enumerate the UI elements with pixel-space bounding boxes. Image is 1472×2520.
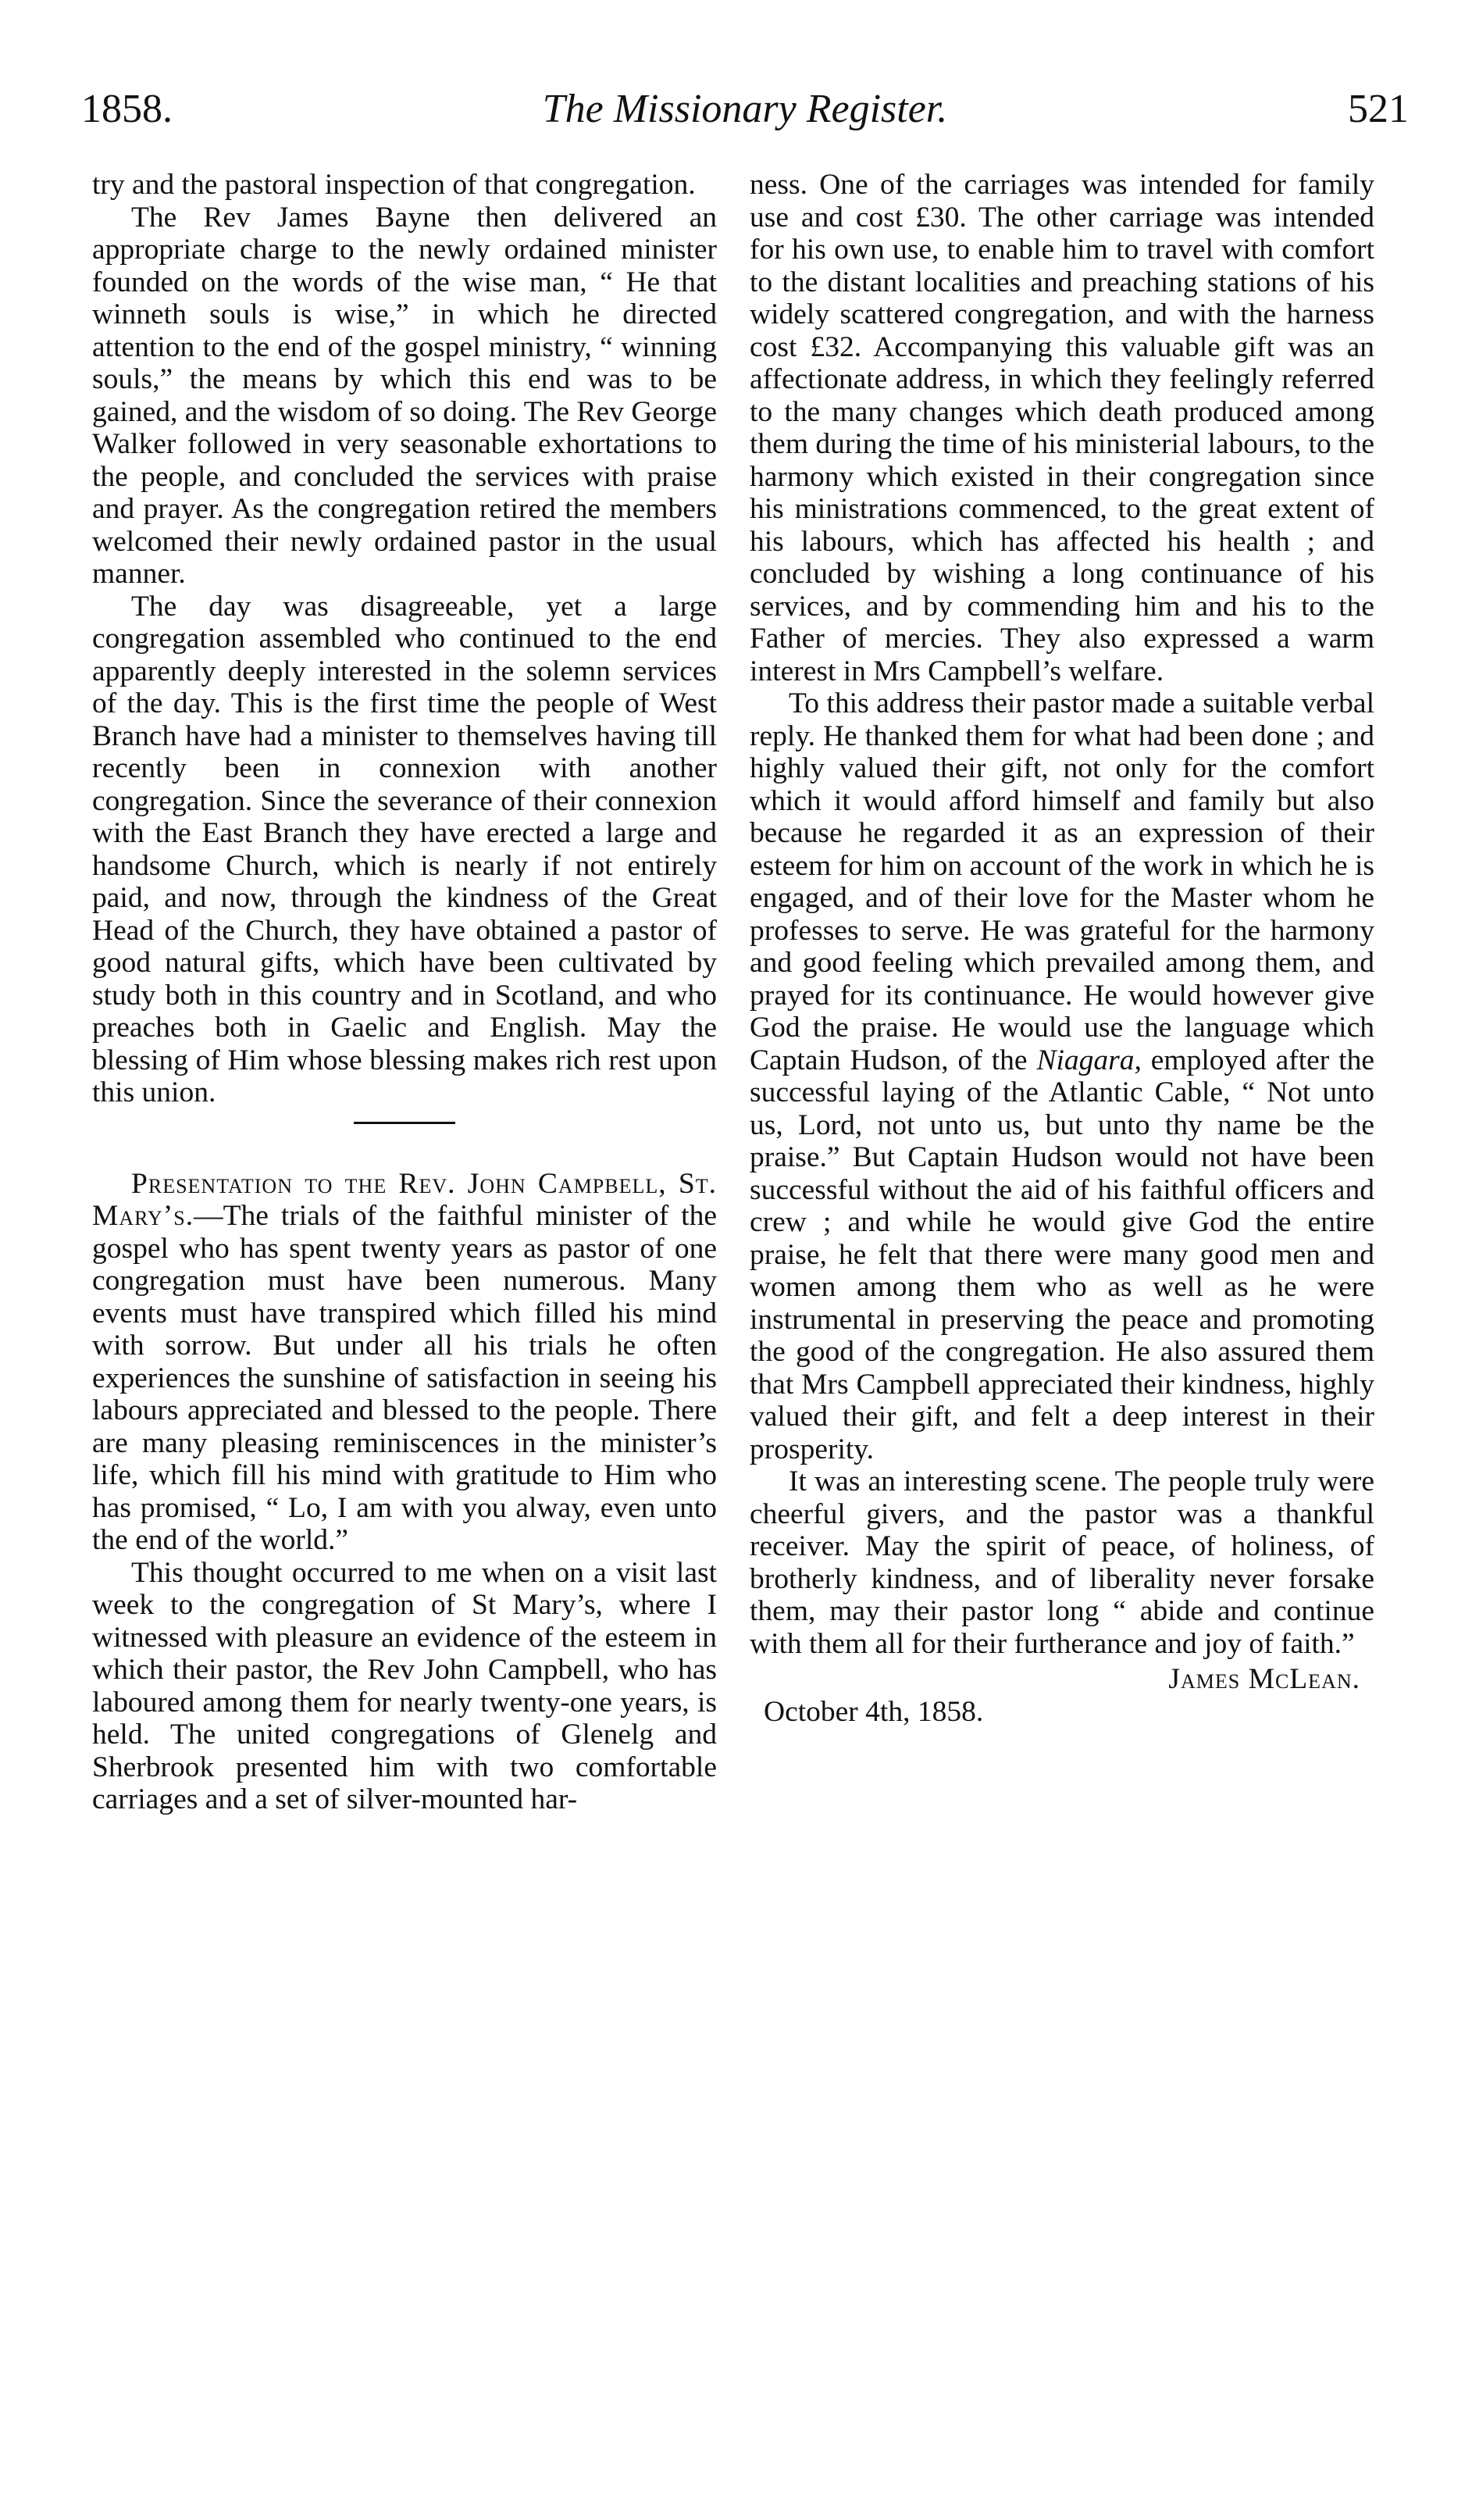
dateline: October 4th, 1858. [764,1695,984,1728]
left-column [92,169,717,1816]
right-paragraph-1: ness. One of the carriages was intended for family use and cost £30. The other carriage was intended for his own use, to enable him to travel with comfort to the distant localities and preaching stations of his widely scattered congregation, and with the harness cost £32. Accompanying this valuable gift was an affectionate address, in which they feelingly referred to the many changes which death produced among them during the time of his ministerial labours, to the harmony which existed in their congregation since his ministrations commenced, to the great extent of his labours, which has affected his health ; and concluded by wishing a long continuance of his services, and by commending him and his to the Father of mercies. They also expressed a warm interest in Mrs Campbell’s welfare. [750,169,1374,687]
reply-text-end: employed after the successful laying of the Atlantic Cable, “ Not unto us, Lord, not unto us, but unto thy name be the praise.” But Captain Hudson would not have been successful without the aid of his faithful officers and crew ; and while he would give God the entire praise, he felt that there were many good men and women among them who as well as he were instrumental in preserving the peace and promoting the good of the congregation. He also assured them that Mrs Campbell appreciated their kindness, highly valued their gift, and felt a deep interest in their prosperity. [750,1044,1374,1465]
left-paragraph-1: try and the pastoral inspection of that congregation. [92,169,696,201]
right-paragraph-3: It was an interesting scene. The people truly were cheerful givers, and the pastor was a thankful receiver. May the spirit of peace, of holiness, of brotherly kindness, and of liberality never forsake them, may their pastor long “ abide and continue with them all for their furtherance and joy of faith.” [750,1465,1374,1660]
article-heading: Presentation to the Rev. John Campbell, St. Mary’s. [92,1167,717,1232]
left-paragraph-3: The day was disagreeable, yet a large congregation assembled who continued to the end apparently deeply interested in the solemn services of the day. This is the first time the people of West Branch have had a minister to themselves having till recently been in connexion with another congregation. Since the severance of their connexion with the East Branch they have erected a large and handsome Church, which is nearly if not entirely paid, and now, through the kindness of the Great Head of the Church, they have obtained a pastor of good natural gifts, which have been cultivated by study both in this country and in Scotland, and who preaches both in Gaelic and English. May the blessing of Him whose blessing makes rich rest upon this union. [92,590,717,1108]
right-column [750,169,1374,1728]
left-paragraph-4 [92,1168,717,1557]
header-journal-title: The Missionary Register. [542,87,948,131]
running-header [81,86,1409,148]
right-paragraph-2 [750,687,1374,1465]
ship-name: Niagara, [1036,1044,1142,1076]
left-paragraph-2: The Rev James Bayne then delivered an appropriate charge to the newly ordained minister founded on the words of the wise man, “ He that winneth souls is wise,” in which he directed attention to the end of the gospel ministry, “ winning souls,” the means by which this end was to be gained, and the wisdom of so doing. The Rev George Walker followed in very seasonable exhortations to the people, and concluded the services with praise and prayer. As the congregation retired the members welcomed their newly ordained pastor in the usual manner. [92,201,717,590]
article-opening-text: —The trials of the faithful minister of the gospel who has spent twenty years as pastor of one congregation must have been numerous. Many events must have transpired which filled his mind with sorrow. But under all his trials he often experiences the sunshine of satisfaction in seeing his labours appreciated and blessed to the people. There are many pleasing reminiscences in the minister’s life, which fill his mind with gratitude to Him who has promised, “ Lo, I am with you alway, even unto the end of the world.” [92,1200,717,1556]
author-signature: James McLean. [1168,1663,1360,1695]
reply-text-start: To this address their pastor made a suitable verbal reply. He thanked them for what had been done ; and highly valued their gift, not only for the comfort which it would afford himself and family but also because he regarded it as an expression of their esteem for him on account of the work in which he is engaged, and of their love for the Master whom he professes to serve. He was grateful for the harmony and good feeling which prevailed among them, and prayed for its continuance. He would however give God the praise. He would use the language which Captain Hudson, of the [750,687,1374,1076]
left-paragraph-5: This thought occurred to me when on a visit last week to the congregation of St Mary’s, where I witnessed with pleasure an evidence of the esteem in which their pastor, the Rev John Campbell, who has laboured among them for nearly twenty-one years, is held. The united congregations of Glenelg and Sherbrook presented him with two comfortable carriages and a set of silver-mounted har- [92,1556,717,1815]
header-page-number: 521 [1348,87,1409,131]
header-year: 1858. [81,87,173,131]
section-divider-rule [354,1122,455,1124]
